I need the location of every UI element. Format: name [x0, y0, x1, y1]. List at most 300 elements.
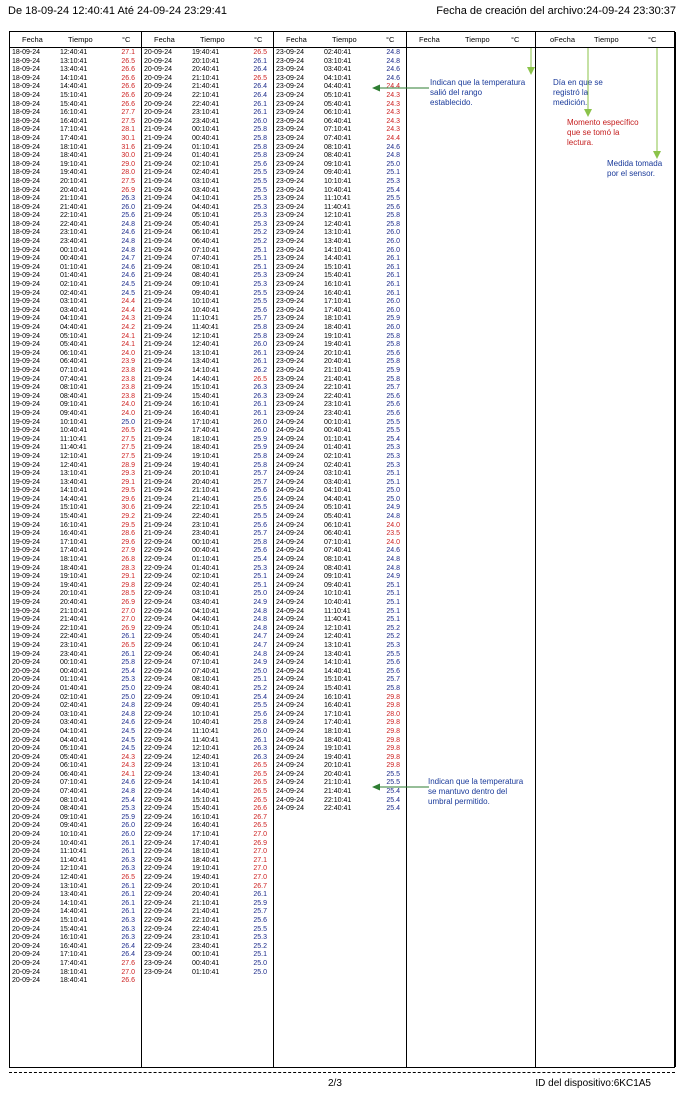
cell-temp: 24.6: [121, 779, 135, 787]
table-row: [142, 805, 273, 814]
table-row: [274, 255, 406, 264]
cell-temp: 25.3: [253, 195, 267, 203]
cell-date: 24-09-24: [276, 753, 305, 761]
cell-time: 05:40:41: [60, 341, 88, 349]
table-row: [10, 573, 141, 582]
cell-time: 11:10:41: [192, 315, 219, 323]
note-out-of-range: Indican que la temperatura salió del rango establecido.: [430, 78, 526, 107]
table-row: [142, 513, 273, 522]
cell-time: 13:40:41: [60, 478, 88, 486]
cell-temp: 29.8: [386, 745, 400, 753]
cell-date: 23-09-24: [276, 306, 305, 314]
cell-date: 22-09-24: [144, 805, 173, 813]
cell-time: 10:40:41: [60, 427, 88, 435]
cell-time: 09:40:41: [324, 169, 352, 177]
cell-temp: 25.3: [386, 177, 400, 185]
table-row: [142, 307, 273, 316]
cell-temp: 25.0: [121, 684, 135, 692]
table-row: [10, 393, 141, 402]
cell-date: 24-09-24: [276, 504, 305, 512]
cell-temp: 25.1: [253, 255, 267, 263]
cell-date: 19-09-24: [12, 392, 41, 400]
cell-date: 24-09-24: [276, 461, 305, 469]
cell-temp: 24.5: [121, 727, 135, 735]
cell-date: 24-09-24: [276, 719, 305, 727]
cell-time: 07:40:41: [324, 134, 352, 142]
cell-temp: 24.8: [386, 49, 400, 56]
cell-temp: 26.5: [121, 427, 135, 435]
arrow-value: [652, 48, 662, 160]
column-header: [274, 32, 406, 48]
cell-time: 02:40:41: [324, 49, 352, 56]
cell-date: 20-09-24: [12, 779, 41, 787]
cell-temp: 26.4: [253, 83, 267, 91]
table-row: [274, 315, 406, 324]
table-row: [274, 608, 406, 617]
cell-temp: 27.5: [121, 444, 135, 452]
cell-temp: 24.4: [386, 134, 400, 142]
cell-temp: 26.0: [386, 298, 400, 306]
cell-date: 24-09-24: [276, 779, 305, 787]
cell-time: 09:10:41: [60, 813, 88, 821]
table-row: [274, 204, 406, 213]
cell-time: 15:40:41: [192, 392, 220, 400]
cell-date: 23-09-24: [276, 91, 305, 99]
cell-date: 24-09-24: [276, 538, 305, 546]
cell-temp: 24.8: [253, 624, 267, 632]
cell-date: 22-09-24: [144, 556, 173, 564]
table-column-3: [274, 32, 407, 1067]
cell-temp: 26.2: [253, 366, 267, 374]
table-column-5: [536, 32, 676, 1067]
table-row: [10, 771, 141, 780]
cell-time: 07:10:41: [192, 246, 220, 254]
cell-time: 22:10:41: [192, 91, 220, 99]
table-row: [10, 762, 141, 771]
table-row: [10, 934, 141, 943]
cell-time: 10:10:41: [60, 831, 88, 839]
table-row: [10, 565, 141, 574]
cell-temp: 25.5: [386, 650, 400, 658]
cell-time: 16:40:41: [192, 822, 220, 830]
cell-date: 19-09-24: [12, 581, 41, 589]
table-row: [274, 444, 406, 453]
cell-temp: 26.5: [253, 822, 267, 830]
cell-date: 21-09-24: [144, 384, 173, 392]
cell-time: 06:10:41: [324, 109, 352, 117]
cell-time: 20:40:41: [192, 66, 220, 74]
cell-date: 18-09-24: [12, 229, 41, 237]
table-row: [142, 255, 273, 264]
cell-date: 19-09-24: [12, 495, 41, 503]
cell-date: 19-09-24: [12, 366, 41, 374]
cell-date: 20-09-24: [12, 753, 41, 761]
cell-date: 23-09-24: [276, 281, 305, 289]
cell-time: 16:10:41: [60, 521, 88, 529]
cell-temp: 25.5: [386, 427, 400, 435]
cell-time: 10:40:41: [192, 306, 220, 314]
table-row: [142, 633, 273, 642]
cell-time: 22:10:41: [60, 624, 88, 632]
cell-date: 18-09-24: [12, 143, 41, 151]
cell-temp: 25.4: [386, 805, 400, 813]
table-row: [142, 926, 273, 935]
cell-temp: 25.8: [386, 375, 400, 383]
cell-temp: 25.1: [386, 599, 400, 606]
cell-temp: 27.0: [121, 607, 135, 615]
cell-time: 17:10:41: [192, 831, 220, 839]
table-row: [142, 135, 273, 144]
table-row: [274, 341, 406, 350]
table-row: [142, 83, 273, 92]
cell-temp: 29.0: [121, 160, 135, 168]
cell-date: 23-09-24: [276, 143, 305, 151]
table-row: [10, 642, 141, 651]
table-row: [274, 307, 406, 316]
table-row: [10, 900, 141, 909]
cell-date: 21-09-24: [144, 134, 173, 142]
cell-temp: 24.5: [121, 289, 135, 297]
cell-temp: 25.7: [253, 470, 267, 478]
cell-temp: 24.3: [386, 91, 400, 99]
cell-date: 19-09-24: [12, 409, 41, 417]
table-row: [274, 504, 406, 513]
column-header: [536, 32, 675, 48]
table-row: [142, 711, 273, 720]
cell-time: 15:10:41: [192, 384, 220, 392]
cell-date: 21-09-24: [144, 229, 173, 237]
cell-date: 20-09-24: [144, 57, 173, 65]
cell-time: 04:10:41: [192, 195, 220, 203]
cell-time: 12:10:41: [60, 452, 88, 460]
cell-temp: 26.9: [121, 186, 135, 194]
table-row: [142, 840, 273, 849]
cell-time: 06:40:41: [192, 650, 220, 658]
cell-time: 05:10:41: [324, 91, 352, 99]
cell-temp: 29.8: [386, 753, 400, 761]
cell-date: 21-09-24: [144, 487, 173, 495]
table-row: [142, 419, 273, 428]
table-row: [274, 384, 406, 393]
table-row: [274, 212, 406, 221]
cell-date: 20-09-24: [12, 676, 41, 684]
header-temp: °C: [648, 35, 657, 44]
column-header: [10, 32, 141, 48]
table-row: [10, 298, 141, 307]
cell-date: 18-09-24: [12, 169, 41, 177]
cell-date: 23-09-24: [276, 246, 305, 254]
cell-date: 23-09-24: [144, 959, 173, 967]
cell-date: 23-09-24: [276, 358, 305, 366]
table-row: [274, 92, 406, 101]
cell-temp: 26.6: [253, 805, 267, 813]
cell-temp: 26.6: [121, 100, 135, 108]
cell-date: 22-09-24: [144, 899, 173, 907]
table-row: [274, 410, 406, 419]
cell-date: 24-09-24: [276, 788, 305, 796]
cell-temp: 25.3: [121, 676, 135, 684]
cell-time: 02:40:41: [324, 461, 352, 469]
table-row: [274, 350, 406, 359]
cell-temp: 24.7: [253, 641, 267, 649]
cell-temp: 26.0: [386, 238, 400, 246]
cell-time: 05:10:41: [192, 212, 220, 220]
cell-temp: 25.8: [386, 332, 400, 340]
cell-temp: 24.6: [386, 74, 400, 82]
cell-temp: 25.1: [386, 169, 400, 177]
cell-date: 18-09-24: [12, 134, 41, 142]
cell-time: 17:40:41: [60, 547, 88, 555]
cell-temp: 24.6: [121, 272, 135, 280]
cell-time: 04:40:41: [192, 616, 220, 624]
cell-date: 22-09-24: [144, 753, 173, 761]
cell-date: 21-09-24: [144, 375, 173, 383]
table-row: [142, 762, 273, 771]
cell-time: 02:10:41: [192, 160, 220, 168]
cell-time: 12:40:41: [60, 461, 88, 469]
table-row: [142, 453, 273, 462]
cell-temp: 26.1: [121, 839, 135, 847]
cell-time: 15:10:41: [60, 91, 88, 99]
cell-date: 24-09-24: [276, 745, 305, 753]
header-date: Fecha: [22, 35, 43, 44]
cell-temp: 26.0: [386, 229, 400, 237]
table-row: [142, 737, 273, 746]
cell-time: 09:40:41: [192, 289, 220, 297]
cell-temp: 25.3: [253, 203, 267, 211]
cell-date: 24-09-24: [276, 513, 305, 521]
cell-date: 23-09-24: [276, 315, 305, 323]
table-row: [274, 659, 406, 668]
cell-time: 08:10:41: [60, 796, 88, 804]
cell-time: 05:40:41: [192, 220, 220, 228]
cell-time: 00:10:41: [60, 246, 88, 254]
table-row: [274, 324, 406, 333]
cell-temp: 25.8: [253, 719, 267, 727]
table-row: [274, 642, 406, 651]
cell-date: 20-09-24: [144, 83, 173, 91]
cell-date: 20-09-24: [12, 959, 41, 967]
cell-temp: 28.0: [121, 169, 135, 177]
cell-date: 20-09-24: [12, 831, 41, 839]
table-row: [142, 934, 273, 943]
cell-temp: 25.5: [253, 298, 267, 306]
table-row: [10, 530, 141, 539]
cell-temp: 26.1: [253, 736, 267, 744]
cell-date: 24-09-24: [276, 427, 305, 435]
cell-temp: 28.6: [121, 530, 135, 538]
cell-time: 09:40:41: [324, 581, 352, 589]
cell-temp: 26.6: [121, 74, 135, 82]
table-row: [142, 590, 273, 599]
cell-time: 03:40:41: [192, 186, 220, 194]
cell-time: 15:10:41: [324, 263, 352, 271]
table-row: [142, 75, 273, 84]
table-row: [142, 272, 273, 281]
table-row: [10, 737, 141, 746]
cell-date: 20-09-24: [12, 659, 41, 667]
table-row: [274, 290, 406, 299]
cell-date: 22-09-24: [144, 599, 173, 606]
cell-temp: 24.8: [121, 246, 135, 254]
cell-time: 15:40:41: [324, 684, 352, 692]
cell-time: 16:10:41: [192, 401, 220, 409]
cell-date: 19-09-24: [12, 324, 41, 331]
table-row: [10, 874, 141, 883]
cell-temp: 26.1: [121, 908, 135, 916]
cell-date: 23-09-24: [276, 332, 305, 340]
table-row: [10, 651, 141, 660]
cell-date: 20-09-24: [12, 796, 41, 804]
table-row: [274, 590, 406, 599]
cell-date: 20-09-24: [12, 745, 41, 753]
cell-date: 22-09-24: [144, 693, 173, 701]
table-row: [274, 668, 406, 677]
cell-date: 21-09-24: [144, 212, 173, 220]
cell-temp: 24.6: [121, 263, 135, 271]
cell-temp: 26.8: [121, 556, 135, 564]
cell-time: 01:10:41: [60, 676, 88, 684]
cell-temp: 24.0: [121, 409, 135, 417]
cell-date: 24-09-24: [276, 487, 305, 495]
cell-time: 03:40:41: [192, 599, 220, 606]
cell-time: 20:40:41: [192, 478, 220, 486]
cell-temp: 27.0: [121, 616, 135, 624]
cell-time: 03:40:41: [324, 478, 352, 486]
cell-date: 18-09-24: [12, 117, 41, 125]
table-row: [142, 719, 273, 728]
cell-date: 20-09-24: [12, 693, 41, 701]
cell-date: 21-09-24: [144, 289, 173, 297]
table-row: [274, 737, 406, 746]
cell-time: 09:10:41: [192, 281, 220, 289]
table-column-1: [10, 32, 142, 1067]
cell-time: 02:40:41: [60, 702, 88, 710]
cell-temp: 24.8: [386, 556, 400, 564]
table-row: [142, 212, 273, 221]
cell-date: 21-09-24: [144, 349, 173, 357]
cell-temp: 24.6: [386, 547, 400, 555]
table-row: [274, 625, 406, 634]
cell-time: 19:40:41: [60, 581, 88, 589]
table-row: [274, 109, 406, 118]
cell-temp: 29.5: [121, 487, 135, 495]
cell-time: 13:10:41: [192, 349, 220, 357]
cell-date: 20-09-24: [12, 874, 41, 881]
cell-date: 23-09-24: [276, 324, 305, 331]
cell-time: 22:40:41: [324, 805, 352, 813]
cell-time: 18:10:41: [60, 143, 88, 151]
cell-date: 24-09-24: [276, 590, 305, 598]
cell-time: 21:40:41: [60, 203, 88, 211]
cell-date: 23-09-24: [276, 409, 305, 417]
table-row: [142, 221, 273, 230]
cell-temp: 25.8: [253, 324, 267, 331]
cell-temp: 24.8: [253, 616, 267, 624]
cell-temp: 26.0: [121, 203, 135, 211]
cell-temp: 25.6: [253, 160, 267, 168]
cell-temp: 23.9: [121, 358, 135, 366]
cell-date: 24-09-24: [276, 633, 305, 641]
cell-date: 20-09-24: [12, 762, 41, 770]
cell-date: 19-09-24: [12, 487, 41, 495]
cell-date: 21-09-24: [144, 152, 173, 160]
table-row: [142, 496, 273, 505]
table-row: [142, 599, 273, 608]
cell-time: 10:10:41: [324, 177, 352, 185]
table-row: [10, 247, 141, 256]
cell-temp: 28.3: [121, 564, 135, 572]
cell-date: 19-09-24: [12, 556, 41, 564]
cell-time: 08:40:41: [60, 392, 88, 400]
cell-temp: 25.2: [253, 684, 267, 692]
cell-time: 19:40:41: [324, 341, 352, 349]
cell-date: 21-09-24: [144, 246, 173, 254]
cell-date: 18-09-24: [12, 238, 41, 246]
table-row: [274, 298, 406, 307]
table-row: [10, 608, 141, 617]
table-row: [142, 376, 273, 385]
cell-temp: 29.8: [386, 693, 400, 701]
cell-temp: 29.6: [121, 495, 135, 503]
cell-time: 15:40:41: [324, 272, 352, 280]
table-row: [274, 161, 406, 170]
arrow-date: [526, 48, 536, 76]
cell-temp: 24.8: [121, 710, 135, 718]
cell-time: 14:40:41: [60, 83, 88, 91]
cell-temp: 25.3: [386, 452, 400, 460]
table-row: [274, 247, 406, 256]
cell-date: 19-09-24: [12, 530, 41, 538]
cell-date: 23-09-24: [276, 289, 305, 297]
cell-time: 14:40:41: [60, 495, 88, 503]
table-row: [10, 101, 141, 110]
cell-temp: 24.4: [386, 83, 400, 91]
table-row: [142, 556, 273, 565]
cell-temp: 29.8: [386, 736, 400, 744]
data-table: [9, 31, 675, 1068]
table-row: [142, 642, 273, 651]
header-time: Tiempo: [594, 35, 619, 44]
table-row: [10, 195, 141, 204]
cell-time: 14:10:41: [192, 366, 220, 374]
arrow-in-range: [372, 783, 430, 791]
cell-time: 14:10:41: [60, 899, 88, 907]
cell-date: 19-09-24: [12, 564, 41, 572]
date-range: De 18-09-24 12:40:41 Até 24-09-24 23:29:41: [8, 5, 227, 17]
cell-date: 18-09-24: [12, 66, 41, 74]
cell-date: 23-09-24: [276, 341, 305, 349]
table-row: [10, 891, 141, 900]
cell-temp: 24.3: [386, 117, 400, 125]
table-row: [142, 384, 273, 393]
table-row: [10, 419, 141, 428]
cell-time: 01:10:41: [324, 435, 352, 443]
table-row: [142, 943, 273, 952]
cell-temp: 25.8: [253, 452, 267, 460]
cell-time: 12:10:41: [192, 332, 220, 340]
cell-temp: 25.7: [386, 384, 400, 392]
cell-date: 22-09-24: [144, 590, 173, 598]
cell-time: 07:10:41: [324, 126, 352, 134]
cell-time: 11:40:41: [192, 736, 219, 744]
cell-temp: 25.6: [386, 409, 400, 417]
cell-date: 21-09-24: [144, 470, 173, 478]
cell-temp: 26.1: [253, 109, 267, 117]
cell-temp: 25.1: [386, 616, 400, 624]
cell-date: 24-09-24: [276, 581, 305, 589]
cell-date: 23-09-24: [276, 74, 305, 82]
